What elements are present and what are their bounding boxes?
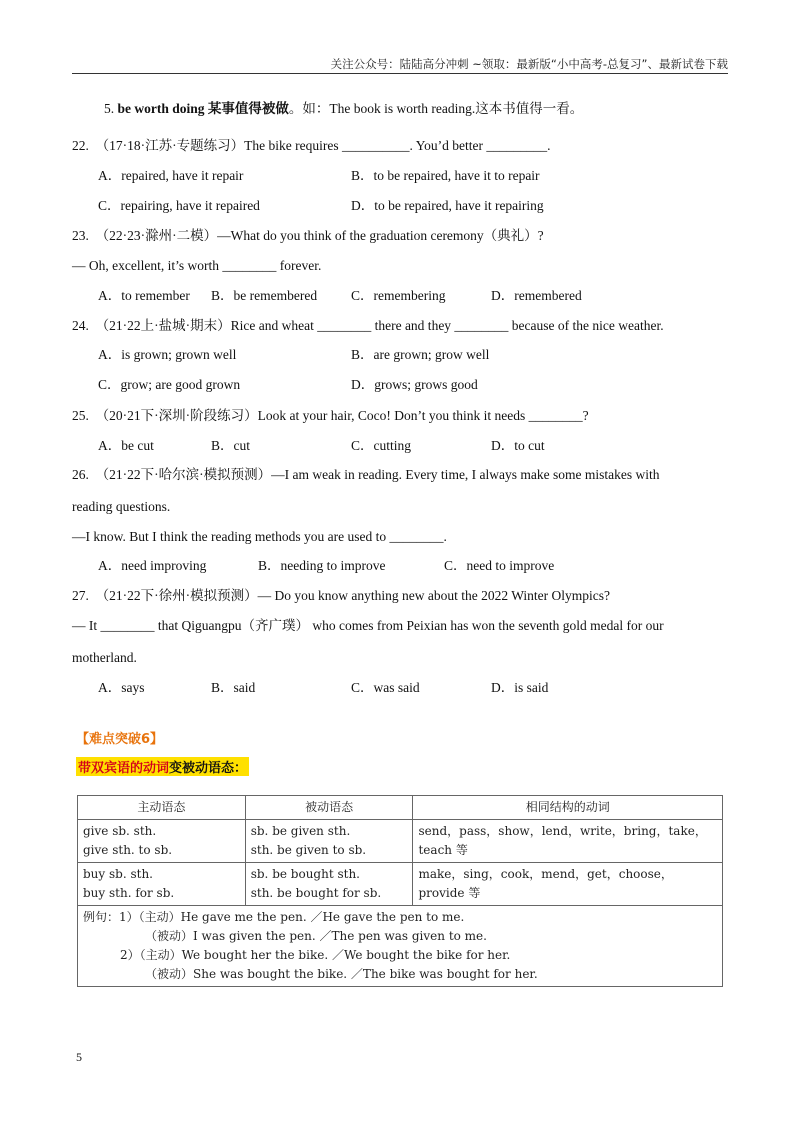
note-number: 5.	[104, 101, 115, 116]
section-subtitle	[76, 757, 249, 776]
example-line: （被动）She was bought the bike. ／The bike was bought for her.	[145, 967, 538, 981]
option-b[interactable]: B．said	[211, 680, 256, 695]
question-27: 27. （21·22下·徐州·模拟预测）— Do you know anything new about the 2022 Winter Olympics?	[72, 588, 611, 603]
question-source: （21·22下·徐州·模拟预测）	[95, 588, 258, 603]
question-source: （20·21下·深圳·阶段练习）	[95, 408, 258, 423]
question-stem: motherland.	[72, 650, 137, 665]
question-22: 22. （17·18·江苏·专题练习）The bike requires __________. You’d better _________.	[72, 138, 551, 153]
column-header: 主动语态	[78, 796, 246, 820]
subtitle-rest: 变被动语态：	[169, 761, 248, 776]
passive-voice-table	[77, 795, 723, 987]
question-stem: —I know. But I think the reading methods you are used to ________.	[72, 529, 447, 544]
question-source: （21·22上·盐城·期末）	[95, 318, 231, 333]
verbs-cell: make，sing，cook，mend，get，choose，provide 等	[413, 863, 723, 906]
option-b[interactable]: B．be remembered	[211, 288, 318, 303]
question-source: （22·23·滁州·二模）	[95, 228, 218, 243]
option-b[interactable]: B．to be repaired, have it to repair	[351, 168, 540, 183]
option-a[interactable]: A．says	[98, 680, 145, 695]
example-line: （被动）I was given the pen. ／The pen was given to me.	[145, 929, 487, 943]
active-voice-cell: buy sb. sth. buy sth. for sb.	[78, 863, 246, 906]
verbs-cell: send，pass，show，lend，write，bring，take，teach 等	[413, 820, 723, 863]
example-line: 2）（主动）We bought her the bike. ／We bought the bike for her.	[120, 948, 511, 962]
grammar-note-5	[104, 100, 583, 118]
option-b[interactable]: B．needing to improve	[258, 558, 386, 573]
option-a[interactable]: A．to remember	[98, 288, 190, 303]
table-header-row	[78, 796, 723, 820]
passive-voice-cell: sb. be given sth. sth. be given to sb.	[245, 820, 413, 863]
option-c[interactable]: C．need to improve	[444, 558, 555, 573]
option-d[interactable]: D．remembered	[491, 288, 582, 303]
question-stem: Rice and wheat ________ there and they ________ because of the nice weather.	[230, 318, 664, 333]
option-c[interactable]: C．cutting	[351, 438, 411, 453]
column-header: 被动语态	[245, 796, 413, 820]
option-a[interactable]: A．need improving	[98, 558, 207, 573]
examples-cell	[78, 906, 723, 987]
section-heading: 【难点突破6】	[76, 732, 164, 747]
question-source: （17·18·江苏·专题练习）	[95, 138, 245, 153]
passive-voice-cell: sb. be bought sth. sth. be bought for sb.	[245, 863, 413, 906]
option-d[interactable]: D．is said	[491, 680, 549, 695]
option-d[interactable]: D．grows; grows good	[351, 377, 478, 392]
option-a[interactable]: A．repaired, have it repair	[98, 168, 244, 183]
question-stem: —I am weak in reading. Every time, I always make some mistakes with	[271, 467, 660, 482]
question-stem: — It ________ that Qiguangpu（齐广璞） who comes from Peixian has won the seventh gold medal for our	[72, 618, 664, 633]
note-phrase: be worth doing 某事值得被做	[117, 101, 289, 116]
option-c[interactable]: C．remembering	[351, 288, 446, 303]
question-26: 26. （21·22下·哈尔滨·模拟预测）—I am weak in reading. Every time, I always make some mistakes with	[72, 467, 660, 482]
question-23: 23. （22·23·滁州·二模）—What do you think of the graduation ceremony（典礼）?	[72, 228, 544, 243]
option-c[interactable]: C．grow; are good grown	[98, 377, 241, 392]
table-row	[78, 863, 723, 906]
header-rule	[72, 73, 728, 74]
question-stem: —What do you think of the graduation ceremony（典礼）?	[217, 228, 544, 243]
question-24: 24. （21·22上·盐城·期末）Rice and wheat ________ there and they ________ because of the nice weather.	[72, 318, 664, 333]
question-source: （21·22下·哈尔滨·模拟预测）	[95, 467, 272, 482]
active-voice-cell: give sb. sth. give sth. to sb.	[78, 820, 246, 863]
question-stem: — Do you know anything new about the 2022 Winter Olympics?	[257, 588, 611, 603]
question-stem: reading questions.	[72, 499, 171, 514]
subtitle-highlight: 带双宾语的动词	[78, 761, 170, 776]
page-header: 关注公众号：陆陆高分冲刺 ~领取：最新版“小中高考-总复习”、最新试卷下载	[330, 57, 728, 71]
option-a[interactable]: A．is grown; grown well	[98, 347, 237, 362]
question-25: 25. （20·21下·深圳·阶段练习）Look at your hair, Coco! Don’t you think it needs ________?	[72, 408, 589, 423]
option-b[interactable]: B．cut	[211, 438, 250, 453]
question-stem: The bike requires __________. You’d better _________.	[244, 138, 551, 153]
question-stem: Look at your hair, Coco! Don’t you think it needs ________?	[257, 408, 589, 423]
option-c[interactable]: C．was said	[351, 680, 420, 695]
page-number: 5	[76, 1050, 82, 1064]
example-row	[78, 906, 723, 987]
option-d[interactable]: D．to be repaired, have it repairing	[351, 198, 544, 213]
example-line: 例句：1）（主动）He gave me the pen. ／He gave the pen to me.	[83, 910, 465, 924]
option-b[interactable]: B．are grown; grow well	[351, 347, 490, 362]
option-a[interactable]: A．be cut	[98, 438, 154, 453]
question-stem: — Oh, excellent, it’s worth ________ forever.	[72, 258, 322, 273]
option-d[interactable]: D．to cut	[491, 438, 545, 453]
option-c[interactable]: C．repairing, have it repaired	[98, 198, 260, 213]
table-row	[78, 820, 723, 863]
note-text: 。如：The book is worth reading.这本书值得一看。	[288, 101, 584, 116]
column-header: 相同结构的动词	[413, 796, 723, 820]
